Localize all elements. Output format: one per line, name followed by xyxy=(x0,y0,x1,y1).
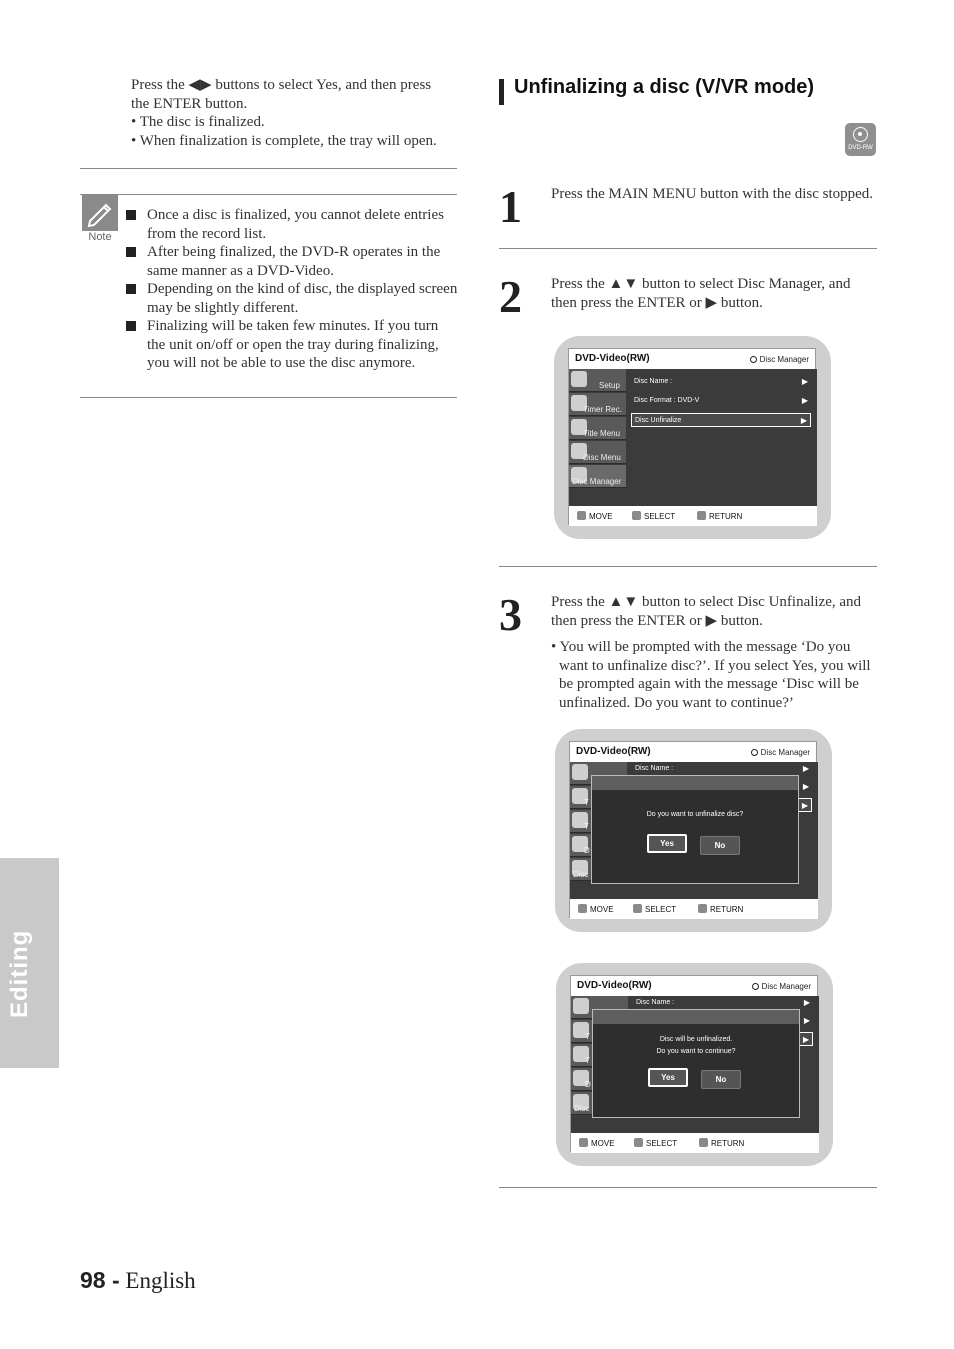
dialog-message: Do you want to continue? xyxy=(656,1048,736,1055)
square-bullet-icon xyxy=(126,247,136,257)
yes-button[interactable]: Yes xyxy=(647,834,687,853)
menu-item-disc-manager[interactable]: Disc xyxy=(571,1092,628,1115)
arrow-right-icon: ▶ xyxy=(801,377,808,386)
divider xyxy=(499,1187,877,1188)
row-disc-unfinalize[interactable] xyxy=(799,1032,813,1046)
title-accent-bar xyxy=(499,79,504,105)
menu-item-disc-manager[interactable]: Disc xyxy=(570,858,627,881)
osd-footer: MOVE SELECT RETURN xyxy=(570,899,818,919)
dialog-message: Disc will be unfinalized. xyxy=(659,1036,733,1043)
page-number: 98 - xyxy=(80,1267,120,1293)
return-icon xyxy=(698,904,707,913)
row-disc-name[interactable]: Disc Name : ▶ xyxy=(631,375,811,389)
divider xyxy=(80,397,457,398)
wrench-icon xyxy=(573,998,589,1014)
step-instruction: Press the MAIN MENU button with the disc stopped. xyxy=(551,186,874,202)
arrow-right-icon: ▶ xyxy=(803,998,810,1007)
menu-item-disc-menu[interactable]: D xyxy=(571,1068,628,1091)
note-label: Note xyxy=(88,231,112,243)
disc-manager-icon xyxy=(750,356,757,363)
menu-item-timer-rec[interactable]: T xyxy=(571,1020,628,1043)
divider xyxy=(499,566,877,567)
osd-footer: MOVE SELECT RETURN xyxy=(569,506,817,526)
select-icon xyxy=(633,904,642,913)
arrow-right-icon: ▶ xyxy=(801,396,808,405)
arrow-right-icon: ▶ xyxy=(803,1016,810,1025)
osd-screen-unfinalize-continue: DVD-Video(RW) Disc Manager T T D Disc Disc Name : ▶ ▶ ▶ Disc will be unfinalized. Do you want to continue? Yes No MOVE SELECT RETURN xyxy=(556,963,833,1166)
wrench-icon xyxy=(571,371,587,387)
menu-item-disc-menu[interactable]: D xyxy=(570,834,627,857)
select-icon xyxy=(634,1138,643,1147)
menu-item-disc-menu[interactable]: Disc Menu xyxy=(569,441,626,464)
page-footer xyxy=(80,1267,196,1294)
select-icon xyxy=(632,511,641,520)
no-button[interactable]: No xyxy=(701,1070,741,1089)
step-number: 2 xyxy=(499,271,522,322)
disc-manager-icon xyxy=(751,749,758,756)
square-bullet-icon xyxy=(126,210,136,220)
return-icon xyxy=(697,511,706,520)
menu-item-title-menu[interactable]: T xyxy=(571,1044,628,1067)
note-item: Depending on the kind of disc, the displayed screen may be slightly different. xyxy=(126,280,461,317)
no-button[interactable]: No xyxy=(700,836,740,855)
unfinalize-continue-dialog xyxy=(592,1009,800,1118)
return-icon xyxy=(699,1138,708,1147)
osd-screen-unfinalize-prompt: DVD-Video(RW) Disc Manager T T D Disc Disc Name : ▶ ▶ ▶ Do you want to unfinalize disc? Yes No MOVE SELECT RETURN xyxy=(555,729,832,932)
unfinalize-confirm-dialog xyxy=(591,775,799,884)
step-note: • You will be prompted with the message ‘Do you want to unfinalize disc?’. If you select Yes, you will be prompted again with the message ‘Disc will be unfinalized. Do you want to continue?’ xyxy=(551,639,871,711)
step-number: 3 xyxy=(499,589,522,640)
menu-item-title-menu[interactable]: T xyxy=(570,810,627,833)
divider xyxy=(499,248,877,249)
row-disc-name[interactable]: Disc Name : ▶ xyxy=(633,996,813,1010)
menu-item-timer-rec[interactable]: T xyxy=(570,786,627,809)
menu-item-title-menu[interactable]: Title Menu xyxy=(569,417,626,440)
step-instruction: Press the ▲▼ button to select Disc Unfinalize, and then press the ENTER or ▶ button. xyxy=(551,594,862,629)
divider xyxy=(80,194,457,195)
square-bullet-icon xyxy=(126,284,136,294)
section-title: Unfinalizing a disc (V/VR mode) xyxy=(514,76,815,98)
yes-button[interactable]: Yes xyxy=(648,1068,688,1087)
note-item: After being finalized, the DVD-R operates in the same manner as a DVD-Video. xyxy=(126,243,461,280)
note-item: Finalizing will be taken few minutes. If you turn the unit on/off or open the tray during finalizing, you will not be able to use the disc anymore. xyxy=(126,317,461,373)
menu-item-timer-rec[interactable]: Timer Rec. xyxy=(569,393,626,416)
square-bullet-icon xyxy=(126,321,136,331)
move-icon xyxy=(577,511,586,520)
page-language: English xyxy=(119,1268,196,1293)
intro-instructions: Press the ◀▶ buttons to select Yes, and then press the ENTER button. • The disc is finalized. • When finalization is complete, the tray will open. xyxy=(131,77,437,149)
dialog-message: Do you want to unfinalize disc? xyxy=(646,811,744,818)
row-disc-name[interactable]: Disc Name : ▶ xyxy=(632,762,812,776)
osd-side-menu xyxy=(569,369,626,506)
step-number: 1 xyxy=(499,181,522,232)
move-icon xyxy=(579,1138,588,1147)
menu-item-setup[interactable]: Setup xyxy=(569,369,626,392)
row-disc-format[interactable]: Disc Format : DVD-V ▶ xyxy=(631,394,811,408)
note-item: Once a disc is finalized, you cannot delete entries from the record list. xyxy=(126,206,461,243)
divider xyxy=(80,168,457,169)
osd-screen-disc-manager: DVD-Video(RW) Disc Manager Setup Timer Rec. Title Menu Disc Menu Disc Manager Disc Name : ▶ Disc Format : DVD-V ▶ Disc Unfinalize ▶ MOVE SELECT RETURN xyxy=(554,336,831,539)
arrow-right-icon: ▶ xyxy=(802,782,809,791)
step-instruction: Press the ▲▼ button to select Disc Manager, and then press the ENTER or ▶ button. xyxy=(551,276,851,311)
wrench-icon xyxy=(572,764,588,780)
section-side-tab: Editing xyxy=(0,858,59,1068)
move-icon xyxy=(578,904,587,913)
osd-footer: MOVE SELECT RETURN xyxy=(571,1133,819,1153)
arrow-right-icon: ▶ xyxy=(801,801,808,810)
menu-item-disc-manager[interactable]: Disc Manager xyxy=(569,465,626,488)
disc-manager-icon xyxy=(752,983,759,990)
arrow-right-icon: ▶ xyxy=(800,416,807,425)
row-disc-unfinalize[interactable] xyxy=(798,798,812,812)
arrow-right-icon: ▶ xyxy=(802,1035,809,1044)
arrow-right-icon: ▶ xyxy=(802,764,809,773)
row-disc-unfinalize[interactable]: Disc Unfinalize ▶ xyxy=(631,413,811,427)
note-pencil-icon xyxy=(82,195,118,231)
dvd-rw-disc-icon: DVD-RW xyxy=(845,123,876,156)
